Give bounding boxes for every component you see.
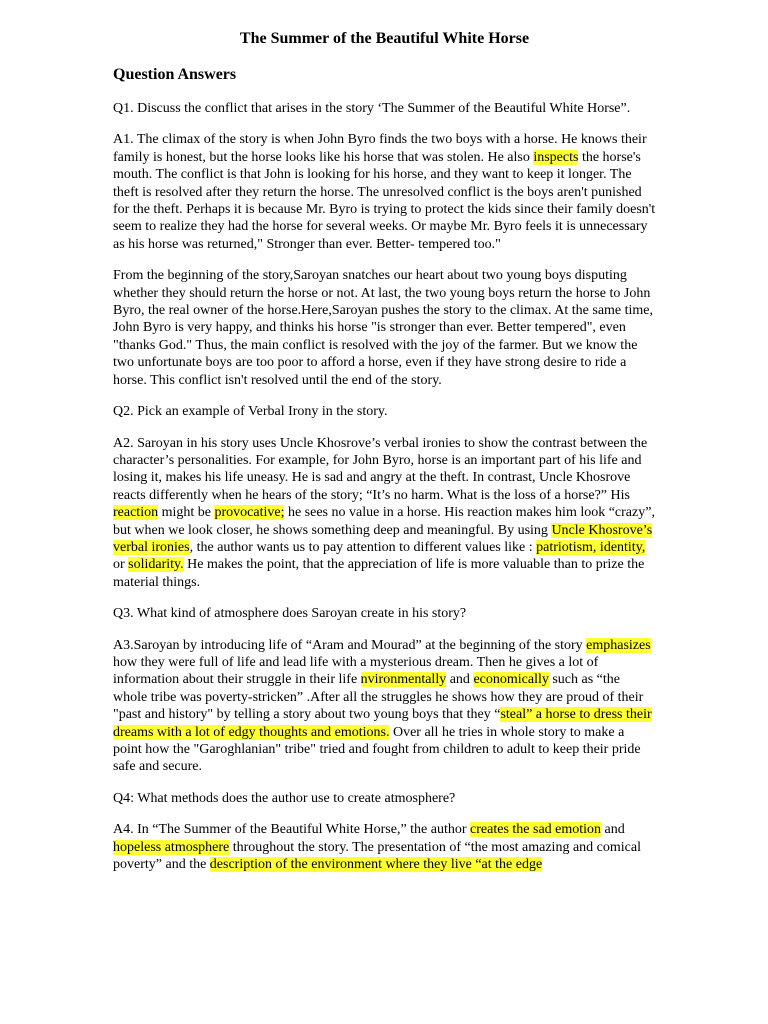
text-run: and (446, 672, 474, 688)
highlighted-text: solidarity. (128, 557, 184, 573)
highlighted-text: Uncle Khosrove’s verbal ironies (113, 522, 653, 555)
text-run: Q4: What methods does the author use to create atmosphere? (113, 790, 456, 806)
question-paragraph (113, 403, 656, 420)
answer-paragraph (113, 267, 656, 389)
text-run: A2. Saroyan in his story uses Uncle Khosrove’s verbal ironies to show the contrast between the character’s personalities. For example, for John Byro, horse is an important part of his life and losing it, makes his life uneasy. He is sad and angry at the theft. In contrast, Uncle Khosrove reacts differently when he hears of the story; “It’s no harm. What is the loss of a horse?” His (113, 435, 648, 503)
text-run: A1. The climax of the story is when John Byro finds the two boys with a horse. He knows their family is honest, but the horse looks like his horse that was stolen. He also (113, 132, 647, 165)
text-run: how they were full of life and lead life with a mysterious dream. Then he gives a lot of information about their struggle in their life (113, 654, 599, 688)
text-run: From the beginning of the story,Saroyan snatches our heart about two young boys disputing whether they should return the horse or not. At last, the two young boys return the horse to John Byro, the real owner of the horse.Here,Saroyan pushes the story to the climax. At the same time, John Byro is very happy, and thinks his horse "is stronger than ever. Better tempered", even "thanks God." Thus, the main conflict is resolved with the joy of the farmer. But we know the two unfortunate boys are too poor to afford a horse, even if they have strong desire to ride a horse. This conflict isn't resolved until the end of the story. (113, 268, 654, 388)
highlighted-text: emphasizes (586, 637, 651, 653)
text-run: Over all he tries in whole story to make a point how the "Garoghlanian" tribe" tried and fought from children to adult to keep their pride safe and secure. (113, 724, 641, 775)
text-run: might be (158, 505, 215, 521)
answer-paragraph (113, 435, 656, 592)
document-body (113, 100, 656, 873)
answer-paragraph (113, 131, 656, 253)
highlighted-text: reaction (113, 505, 159, 521)
text-run: the horse's mouth. The conflict is that John is looking for his horse, and they want to keep it longer. The theft is resolved after they return the horse. The unresolved conflict is the boys aren't punished for the theft. Perhaps it is because Mr. Byro is trying to protect the kids since their family doesn't seem to realize they had the horse for several weeks. Or maybe Mr. Byro feels it is unnecessary as his horse was returned," Stronger than ever. Better- tempered too." (113, 149, 656, 252)
text-run: such as “the whole tribe was poverty-stricken” .After all the struggles he shows how they are proud of their "past and history" by telling a story about two young boys that they “ (113, 672, 644, 723)
document-title: The Summer of the Beautiful White Horse (239, 30, 530, 47)
text-run: He makes the point, that the appreciation of life is more valuable than to prize the material things. (113, 557, 645, 590)
text-run: or (113, 557, 129, 573)
question-paragraph (113, 100, 656, 117)
question-paragraph (113, 790, 656, 807)
text-run: and (601, 822, 625, 838)
text-run: , the author wants us to pay attention to different values like : (189, 539, 537, 555)
highlighted-text: nvironmentally (360, 672, 447, 688)
highlighted-text: provocative; (214, 505, 285, 521)
text-run: he sees no value in a horse. His reaction makes him look “crazy”, but when we look closer, he shows something deep and meaningful. By using (113, 505, 655, 538)
answer-paragraph (113, 637, 656, 776)
highlighted-text: hopeless atmosphere (113, 839, 230, 855)
text-run: throughout the story. The presentation of “the most amazing and comical poverty” and the (113, 839, 641, 873)
question-paragraph (113, 605, 656, 622)
text-run: A3.Saroyan by introducing life of “Aram and Mourad” at the beginning of the story (113, 637, 587, 653)
highlighted-text: steal” a horse to dress their dreams with a lot of edgy thoughts and emotions. (113, 707, 652, 740)
text-run: Q2. Pick an example of Verbal Irony in the story. (113, 404, 388, 420)
section-heading: Question Answers (113, 66, 237, 83)
highlighted-text: creates the sad emotion (470, 822, 602, 838)
text-run: A4. In “The Summer of the Beautiful White Horse,” the author (113, 822, 471, 838)
text-run: Q3. What kind of atmosphere does Saroyan create in his story? (113, 606, 467, 622)
highlighted-text: patriotism, identity, (536, 539, 646, 555)
highlighted-text: description of the environment where they live “at the edge (209, 857, 543, 873)
highlighted-text: inspects (533, 149, 579, 165)
answer-paragraph (113, 821, 656, 873)
highlighted-text: economically (473, 672, 549, 688)
text-run: Q1. Discuss the conflict that arises in the story ‘The Summer of the Beautiful White Horse”. (113, 101, 631, 116)
